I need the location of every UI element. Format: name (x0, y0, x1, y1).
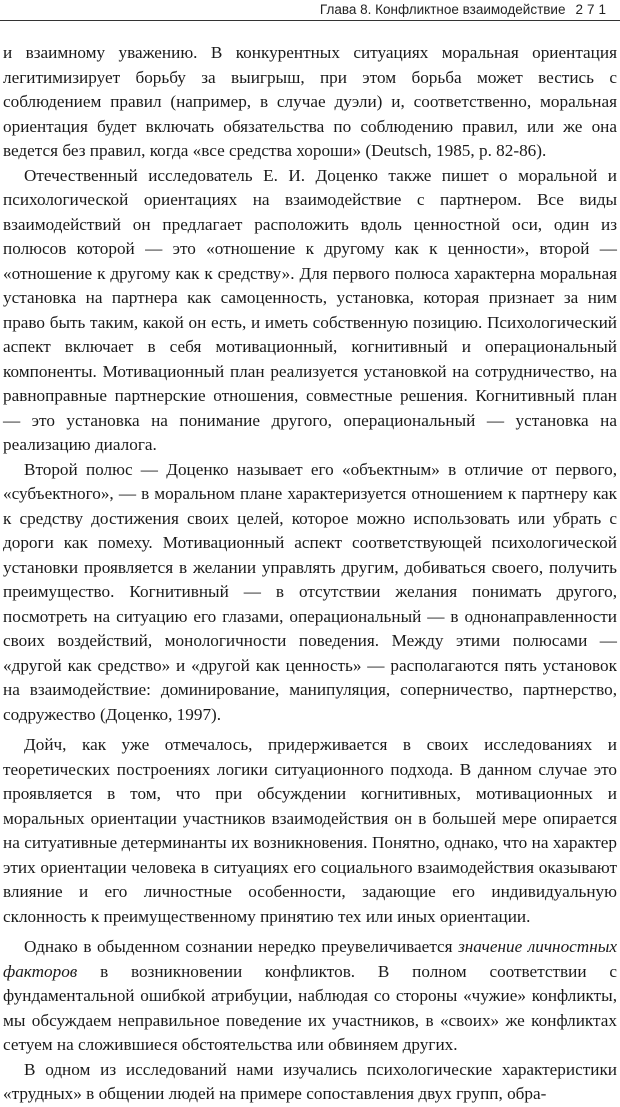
header-divider (0, 20, 620, 21)
page-number: 271 (575, 2, 610, 17)
paragraph-dotsenko: Отечественный исследователь Е. И. Доценко также пишет о моральной и психологической ориентациях на взаимодействие с партнером. Все виды взаимодействий он предлагает расположить вдоль ценностной оси, один из полюсов которой — это «отношение к другому как к ценности», второй — «отношение к другому как к средству». Для первого полюса характерна моральная установка на партнера как самоценность, установка, которая признает за ним право быть таким, какой он есть, и иметь собственную позицию. Психологический аспект включает в себя мотивационный, когнитивный и операциональный компоненты. Мотивационный план реализуется установкой на сотрудничество, на равноправные партнерские отношения, совместные решения. Когнитивный план — это установка на понимание другого, операциональный — установка на реализацию диалога. (3, 165, 617, 454)
paragraph-deutsch: Дойч, как уже отмечалось, придерживается в своих исследованиях и теоретических построениях логики ситуационного подхода. В данном случае это проявляется в том, что при обсуждении когнитивных, мотивационных и моральных ориентации участников взаимодействия он в большей мере опирается на ситуативные детерминанты их возникновения. Понятно, однако, что на характер этих ориентации человека в ситуациях его социального взаимодействия оказывают влияние и его личностные особенности, задающие его индивидуальную склонность к преимущественному принятию тех или иных ориентации. (3, 735, 617, 926)
paragraph-study: В одном из исследований нами изучались психологические характеристики «трудных» в общении людей на примере сопоставления двух групп, обра- (3, 1059, 617, 1103)
text-segment: Однако в обыденном сознании нередко преувеличивается (24, 937, 459, 956)
paragraph-second-pole: Второй полюс — Доценко называет его «объектным» в отличие от первого, «субъектного», — в моральном плане характеризуется отношением к партнеру как к средству достижения своих целей, которое можно использовать или убрать с дороги как помеху. Мотивационный аспект соответствующей психологической установки проявляется в желании управлять другим, добиваться своего, получить преимущество. Когнитивный — в отсутствии желания понимать другого, посмотреть на ситуацию его глазами, операциональный — в однонаправленности своих воздействий, монологичности поведения. Между этими полюсами — «другой как средство» и «другой как ценность» — располагаются пять установок на взаимодействие: доминирование, манипуляция, соперничество, партнерство, содружество (Доценко, 1997). (3, 459, 617, 724)
body-text (3, 41, 617, 1107)
running-header (320, 2, 610, 18)
paragraph-continuation: и взаимному уважению. В конкурентных ситуациях моральная ориентация легитимизирует борьбу за выигрыш, при этом борьба может вестись с соблюдением правил (например, в случае дуэли) и, соответственно, моральная ориентация будет включать обязательства по соблюдению правил, или же она ведется без правил, когда «все средства хороши» (Deutsch, 1985, р. 82-86). (3, 43, 617, 160)
chapter-title: Глава 8. Конфликтное взаимодействие (319, 2, 566, 17)
text-segment: в возникновении конфликтов. В полном соответствии с фундаментальной ошибкой атрибуции, наблюдая со стороны «чужие» конфликты, мы обсуждаем неправильное поведение их участников, в «своих» же конфликтах сетуем на сложившиеся обстоятельства или обвиняем других. (3, 961, 617, 1054)
italic-emphasis: значение личностных факторов (3, 937, 618, 981)
paragraph-everyday-consciousness (3, 935, 617, 1058)
